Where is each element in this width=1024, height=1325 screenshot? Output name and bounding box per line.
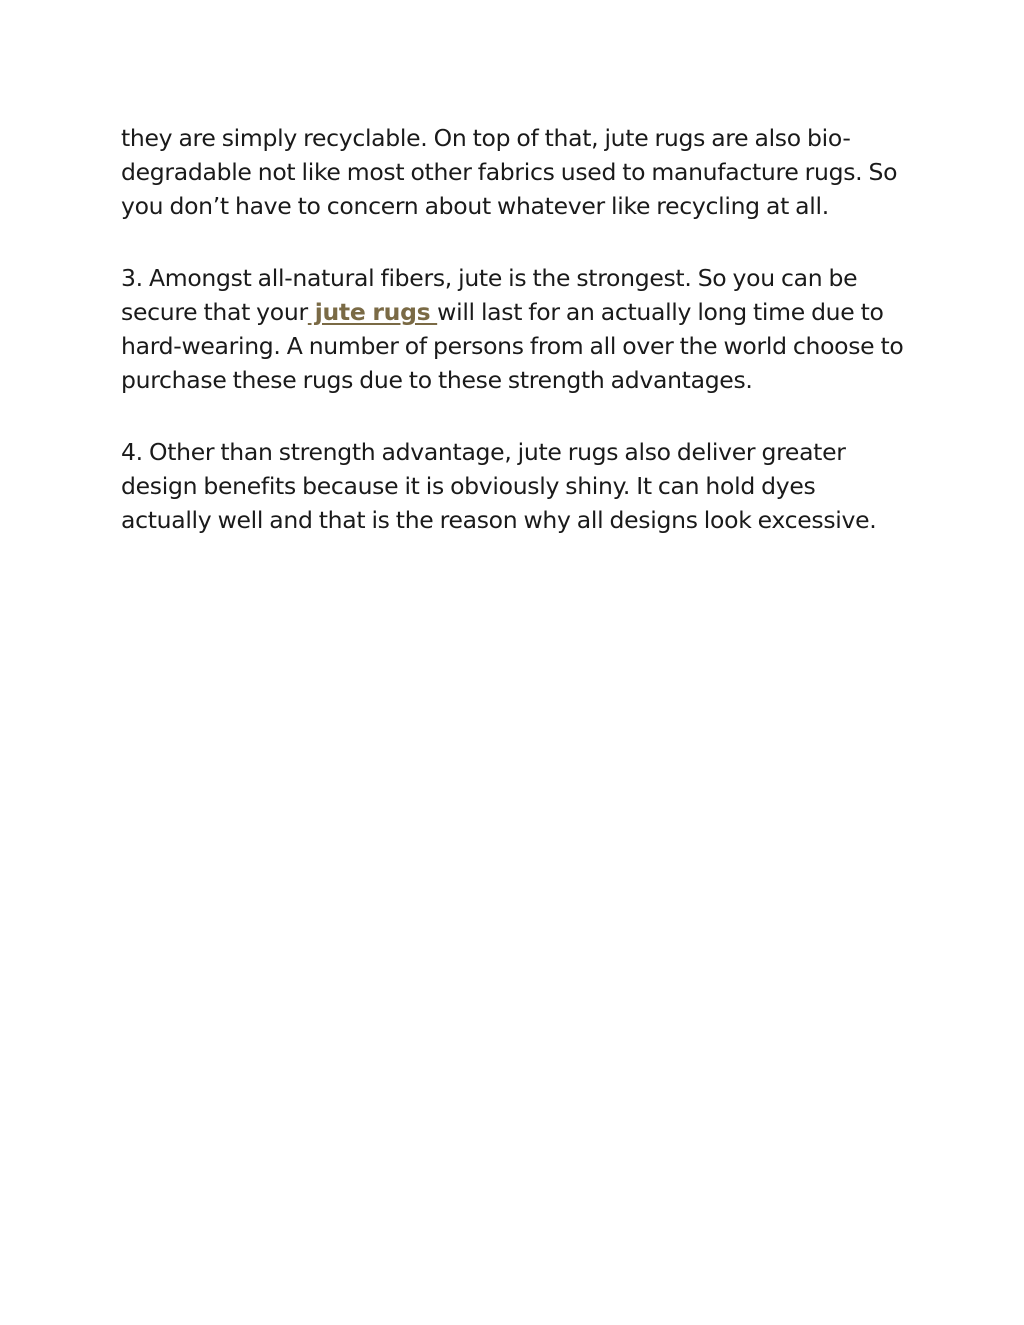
paragraph-strength bbox=[121, 261, 911, 397]
document-body bbox=[121, 121, 911, 575]
jute-rugs-link[interactable]: jute rugs bbox=[307, 298, 438, 326]
paragraph-strength-text-before: 3. Amongst all-natural fibers, jute is the strongest. So you can be secure that your bbox=[121, 264, 858, 326]
paragraph-design: 4. Other than strength advantage, jute rugs also deliver greater design benefits because it is obviously shiny. It can hold dyes actually well and that is the reason why all designs look excessive. bbox=[121, 438, 877, 534]
paragraph-strength-text-after: will last for an actually long time due to hard-wearing. A number of persons from all over the world choose to purchase these rugs due to these strength advantages. bbox=[121, 298, 904, 394]
paragraph-recyclable: they are simply recyclable. On top of that, jute rugs are also bio-degradable not like most other fabrics used to manufacture rugs. So you don’t have to concern about whatever like recycling at all. bbox=[121, 124, 898, 220]
